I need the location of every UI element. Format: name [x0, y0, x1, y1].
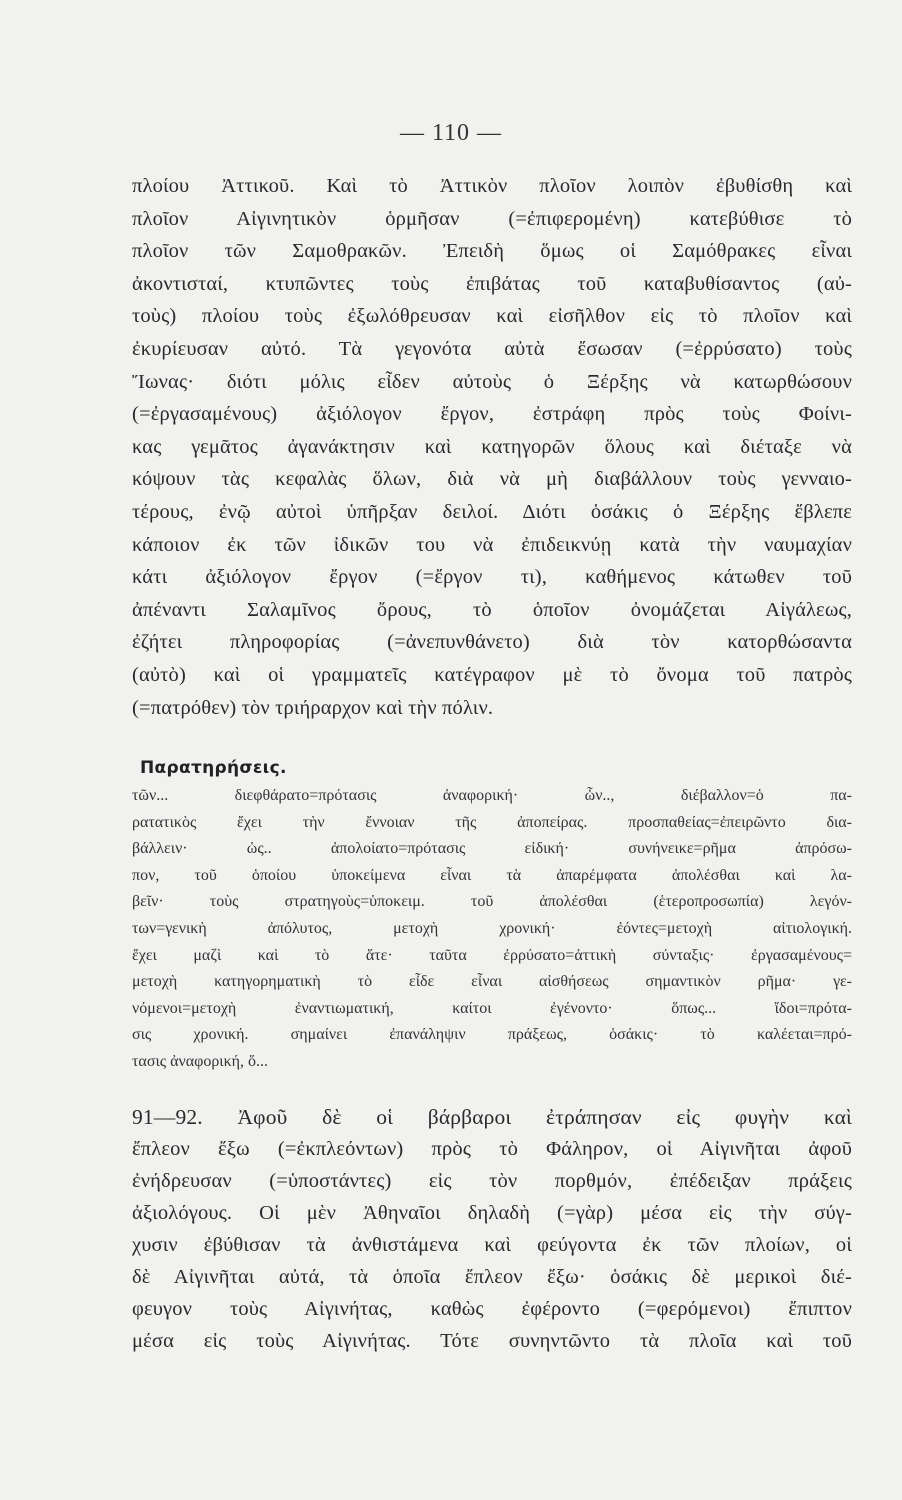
note-line: βεῖν· τοὺς στρατηγοὺς=ὑποκειμ. τοῦ ἀπολέσθαι (ἑτεροπροσωπία) λεγόν- [132, 893, 852, 911]
note-line: βάλλειν· ὡς.. ἀπολοίατο=πρότασις εἰδική· συνήνεικε=ρῆμα ἀπρόσω- [132, 840, 852, 858]
section-line: μέσα εἰς τοὺς Αἰγινήτας. Τότε συνηντῶντο τὰ πλοῖα καὶ τοῦ [132, 1330, 852, 1352]
text-line: κάτι ἀξιόλογον ἔργον (=ἔργον τι), καθήμενος κάτωθεν τοῦ [132, 566, 852, 589]
text-line: (=πατρόθεν) τὸν τριήραρχον καὶ τὴν πόλιν. [132, 696, 494, 719]
section-line: 91—92. Ἀφοῦ δὲ οἱ βάρβαροι ἐτράπησαν εἰς φυγὴν καὶ [132, 1105, 852, 1129]
text-line: ἐκυρίευσαν αὐτό. Τὰ γεγονότα αὐτὰ ἔσωσαν (=ἐρρύσατο) τοὺς [132, 337, 852, 360]
note-line: ρατατικὸς ἔχει τὴν ἔννοιαν τῆς ἀποπείρας. προσπαθείας=ἐπειρῶντο δια- [132, 813, 852, 831]
section-91-92-text [132, 1101, 852, 1357]
text-line: κόψουν τὰς κεφαλὰς ὅλων, διὰ νὰ μὴ διαβάλλουν τοὺς γενναιο- [132, 468, 852, 491]
text-line: πλοῖον τῶν Σαμοθρακῶν. Ἐπειδὴ ὅμως οἱ Σαμόθρακες εἶναι [132, 240, 852, 263]
text-line: κάποιον ἐκ τῶν ἰδικῶν του νὰ ἐπιδεικνύῃ κατὰ τὴν ναυμαχίαν [132, 533, 852, 556]
text-line: Ἴωνας· διότι μόλις εἶδεν αὐτοὺς ὁ Ξέρξης νὰ κατωρθώσουν [132, 370, 852, 393]
note-line: των=γενικὴ ἀπόλυτος, μετοχὴ χρονική· ἐόντες=μετοχὴ αἰτιολογική. [132, 919, 852, 937]
observations-heading: Παρατηρήσεις. [140, 758, 287, 778]
note-line: νόμενοι=μετοχὴ ἐναντιωματική, καίτοι ἐγένοντο· ὅπως... ἴδοι=πρότα- [132, 999, 852, 1017]
note-line: πον, τοῦ ὁποίου ὑποκείμενα εἶναι τὰ ἀπαρέμφατα ἀπολέσθαι καὶ λα- [132, 866, 852, 884]
text-line: πλοίου Ἀττικοῦ. Καὶ τὸ Ἀττικὸν πλοῖον λοιπὸν ἐβυθίσθη καὶ [132, 175, 852, 197]
note-line: μετοχὴ κατηγορηματικὴ τὸ εἶδε εἶναι αἰσθήσεως σημαντικὸν ρῆμα· γε- [132, 973, 852, 991]
section-line: δὲ Αἰγινῆται αὐτά, τὰ ὁποῖα ἔπλεον ἔξω· ὁσάκις δὲ μερικοὶ διέ- [132, 1266, 852, 1288]
text-line: ἀπέναντι Σαλαμῖνος ὄρους, τὸ ὁποῖον ὀνομάζεται Αἰγάλεως, [132, 598, 852, 621]
page-number: — 110 — [399, 120, 503, 146]
text-line: (=ἐργασαμένους) ἀξιόλογον ἔργον, ἐστράφη πρὸς τοὺς Φοίνι- [132, 403, 852, 426]
note-line: σις χρονική. σημαίνει ἐπανάληψιν πράξεως, ὁσάκις· τὸ καλέεται=πρό- [132, 1026, 852, 1044]
note-line: τῶν... διεφθάρατο=πρότασις ἀναφορική· ὧν.., διέβαλλον=ὁ πα- [132, 787, 852, 804]
note-line: ἔχει μαζὶ καὶ τὸ ἅτε· ταῦτα ἐρρύσατο=ἀττικὴ σύνταξις· ἐργασαμένους= [132, 946, 852, 964]
section-line: ἔπλεον ἔξω (=ἐκπλεόντων) πρὸς τὸ Φάληρον, οἱ Αἰγινῆται ἀφοῦ [132, 1138, 852, 1160]
text-line: τέρους, ἐνῷ αὐτοὶ ὑπῆρξαν δειλοί. Διότι ὁσάκις ὁ Ξέρξης ἔβλεπε [132, 500, 852, 523]
section-line: χυσιν ἐβύθισαν τὰ ἀνθιστάμενα καὶ φεύγοντα ἐκ τῶν πλοίων, οἱ [132, 1234, 852, 1256]
section-line: φευγον τοὺς Αἰγινήτας, καθὼς ἐφέροντο (=φερόμενοι) ἔπιπτον [132, 1298, 852, 1320]
section-line: ἐνήδρευσαν (=ὑποστάντες) εἰς τὸν πορθμόν, ἐπέδειξαν πράξεις [132, 1170, 852, 1192]
text-line: τοὺς) πλοίου τοὺς ἐξωλόθρευσαν καὶ εἰσῆλθον εἰς τὸ πλοῖον καὶ [132, 305, 852, 328]
text-line: ἐζήτει πληροφορίας (=ἀνεπυνθάνετο) διὰ τὸν κατορθώσαντα [132, 631, 852, 654]
note-line: τασις ἀναφορική, ὅ... [132, 1052, 269, 1070]
text-line: κας γεμᾶτος ἀγανάκτησιν καὶ κατηγορῶν ὅλους καὶ διέταξε νὰ [132, 435, 852, 458]
text-line: πλοῖον Αἰγινητικὸν ὁρμῆσαν (=ἐπιφερομένη) κατεβύθισε τὸ [132, 207, 852, 230]
main-text-block [132, 170, 852, 724]
observations-notes [132, 783, 852, 1076]
text-line: (αὐτὸ) καὶ οἱ γραμματεῖς κατέγραφον μὲ τὸ ὄνομα τοῦ πατρὸς [132, 663, 852, 686]
text-line: ἀκοντισταί, κτυπῶντες τοὺς ἐπιβάτας τοῦ καταβυθίσαντος (αὐ- [132, 272, 852, 295]
section-line: ἀξιολόγους. Οἱ μὲν Ἀθηναῖοι δηλαδὴ (=γὰρ) μέσα εἰς τὴν σύγ- [132, 1202, 852, 1224]
